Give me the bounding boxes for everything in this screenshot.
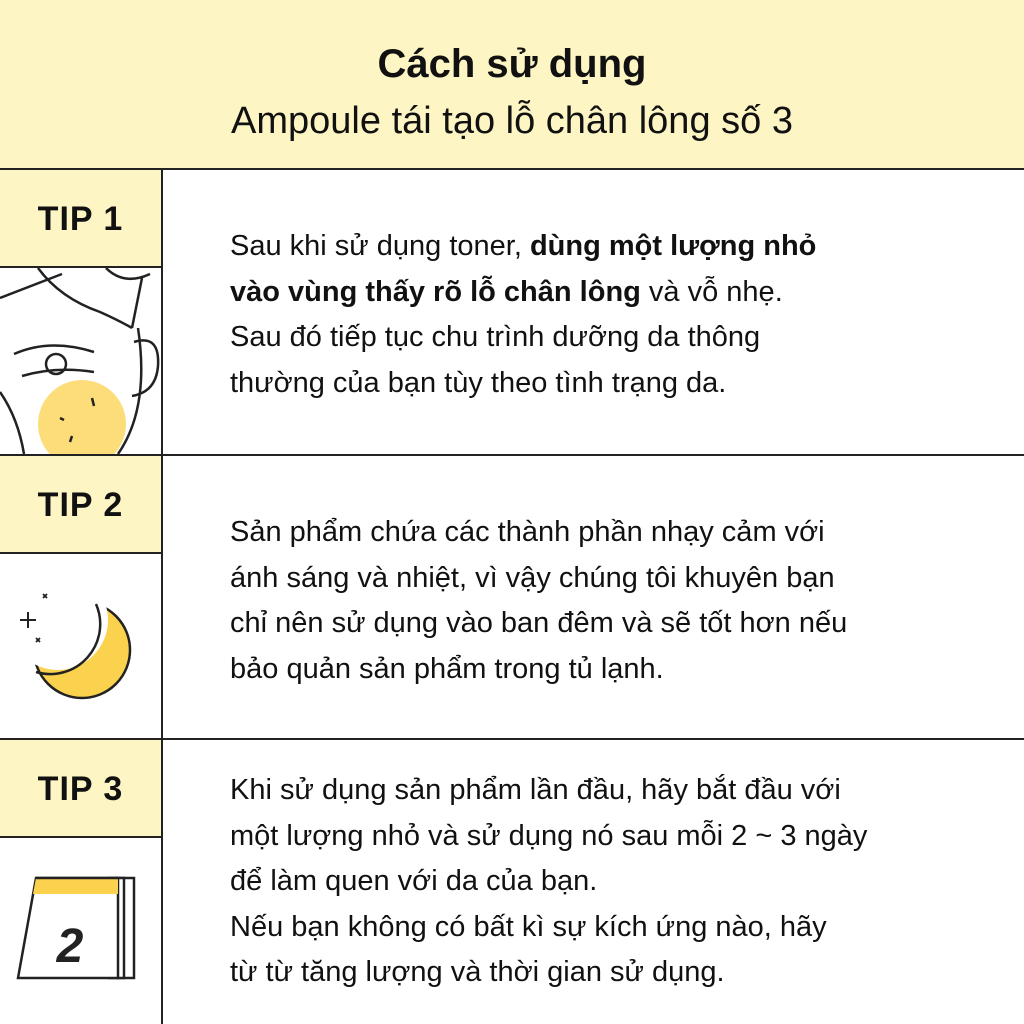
tip-row-2 [0, 454, 1024, 738]
crescent-moon-icon [0, 554, 161, 738]
page-subtitle: Ampoule tái tạo lỗ chân lông số 3 [231, 100, 793, 142]
tip-text-2 [230, 510, 990, 692]
tip-line: vào vùng thấy rõ lỗ chân lông và vỗ nhẹ. [230, 275, 783, 308]
tip-text-3 [230, 768, 990, 996]
tip-line: Sau khi sử dụng toner, dùng một lượng nhỏ [230, 230, 817, 262]
tip-line: ánh sáng và nhiệt, vì vậy chúng tôi khuyên bạn [230, 561, 835, 594]
tip-side-1 [0, 170, 163, 454]
tip-row-1 [0, 170, 1024, 454]
tip-line: Sau đó tiếp tục chu trình dưỡng da thông [230, 321, 761, 353]
face-with-cheek-pores-icon [0, 268, 161, 454]
tip-side-3 [0, 740, 163, 1024]
tip-label-3: TIP 3 [0, 740, 161, 838]
tip-side-2 [0, 456, 163, 738]
tip-line: một lượng nhỏ và sử dụng nó sau mỗi 2 ~ 3 ngày [230, 819, 868, 852]
tip-line: chỉ nên sử dụng vào ban đêm và sẽ tốt hơn nếu [230, 607, 848, 639]
tip-label-1: TIP 1 [0, 170, 161, 268]
tip-label-2: TIP 2 [0, 456, 161, 554]
tip-line: từ từ tăng lượng và thời gian sử dụng. [230, 956, 725, 988]
tip-line: thường của bạn tùy theo tình trạng da. [230, 366, 727, 399]
tip-line: để làm quen với da của bạn. [230, 865, 598, 897]
header [0, 0, 1024, 170]
tip-line: Nếu bạn không có bất kì sự kích ứng nào, hãy [230, 910, 827, 943]
calendar-number: 2 [56, 920, 84, 973]
calendar-icon [0, 838, 161, 1024]
tip-line: bảo quản sản phẩm trong tủ lạnh. [230, 652, 664, 685]
tip-line: Khi sử dụng sản phẩm lần đầu, hãy bắt đầu với [230, 774, 841, 806]
page-title: Cách sử dụng [377, 42, 647, 86]
tip-row-3 [0, 738, 1024, 1024]
tip-line: Sản phẩm chứa các thành phần nhạy cảm với [230, 516, 825, 548]
tip-text-1 [230, 224, 990, 406]
